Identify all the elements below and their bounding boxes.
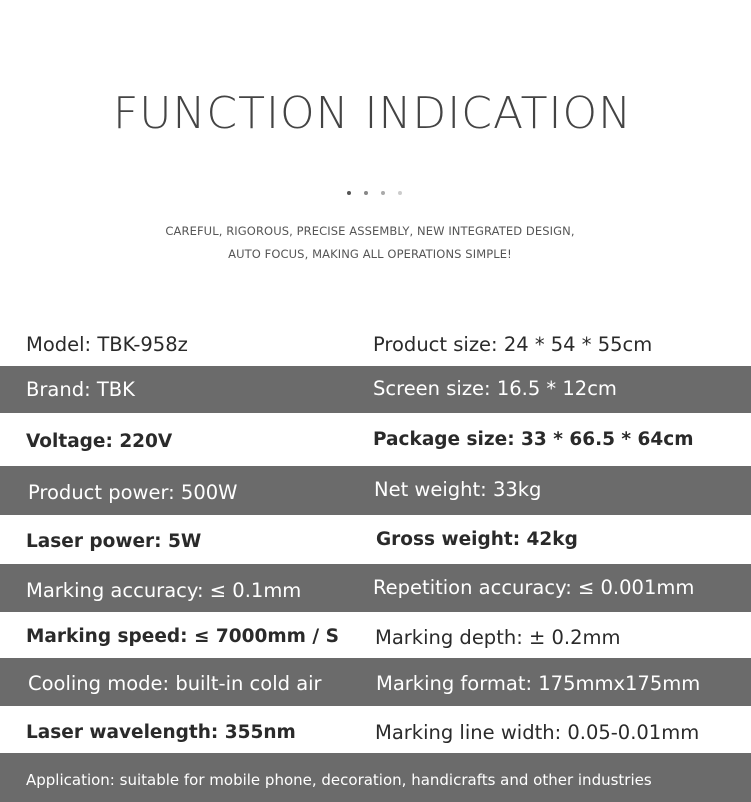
spec-marking-accuracy: Marking accuracy: ≤ 0.1mm: [26, 579, 302, 602]
spec-marking-speed: Marking speed: ≤ 7000mm / S: [26, 626, 339, 647]
dot-3: [381, 191, 385, 195]
spec-model: Model: TBK-958z: [26, 333, 188, 356]
dot-1: [347, 191, 351, 195]
subtitle-line-2: AUTO FOCUS, MAKING ALL OPERATIONS SIMPLE!: [228, 247, 512, 261]
spec-net-weight: Net weight: 33kg: [374, 478, 542, 501]
spec-row-6: [0, 564, 751, 612]
spec-package-size: Package size: 33 * 66.5 * 64cm: [373, 429, 694, 450]
spec-screen-size: Screen size: 16.5 * 12cm: [373, 377, 617, 400]
spec-brand: Brand: TBK: [26, 378, 135, 401]
spec-marking-line-width: Marking line width: 0.05-0.01mm: [375, 721, 700, 744]
spec-voltage: Voltage: 220V: [26, 431, 173, 452]
carousel-dots: [347, 191, 402, 195]
spec-marking-depth: Marking depth: ± 0.2mm: [375, 626, 621, 649]
dot-4: [398, 191, 402, 195]
spec-repetition-accuracy: Repetition accuracy: ≤ 0.001mm: [373, 576, 695, 599]
spec-laser-wavelength: Laser wavelength: 355nm: [26, 722, 296, 743]
spec-application: Application: suitable for mobile phone, decoration, handicrafts and other industries: [26, 771, 652, 789]
spec-row-application: [0, 753, 751, 802]
spec-row-9: [0, 706, 751, 753]
spec-product-power: Product power: 500W: [28, 481, 238, 504]
spec-row-5: [0, 515, 751, 564]
spec-row-3: [0, 413, 751, 466]
spec-marking-format: Marking format: 175mmx175mm: [376, 672, 701, 695]
dot-2: [364, 191, 368, 195]
spec-row-2: [0, 366, 751, 413]
spec-row-7: [0, 612, 751, 658]
subtitle-line-1: CAREFUL, RIGOROUS, PRECISE ASSEMBLY, NEW INTEGRATED DESIGN,: [165, 224, 575, 238]
spec-row-4: [0, 466, 751, 515]
spec-row-1: [0, 322, 751, 366]
page-title: FUNCTION INDICATION: [112, 88, 633, 139]
spec-row-8: [0, 658, 751, 706]
spec-cooling-mode: Cooling mode: built-in cold air: [28, 672, 322, 695]
spec-laser-power: Laser power: 5W: [26, 531, 202, 552]
spec-gross-weight: Gross weight: 42kg: [376, 529, 578, 550]
spec-product-size: Product size: 24 * 54 * 55cm: [373, 333, 653, 356]
